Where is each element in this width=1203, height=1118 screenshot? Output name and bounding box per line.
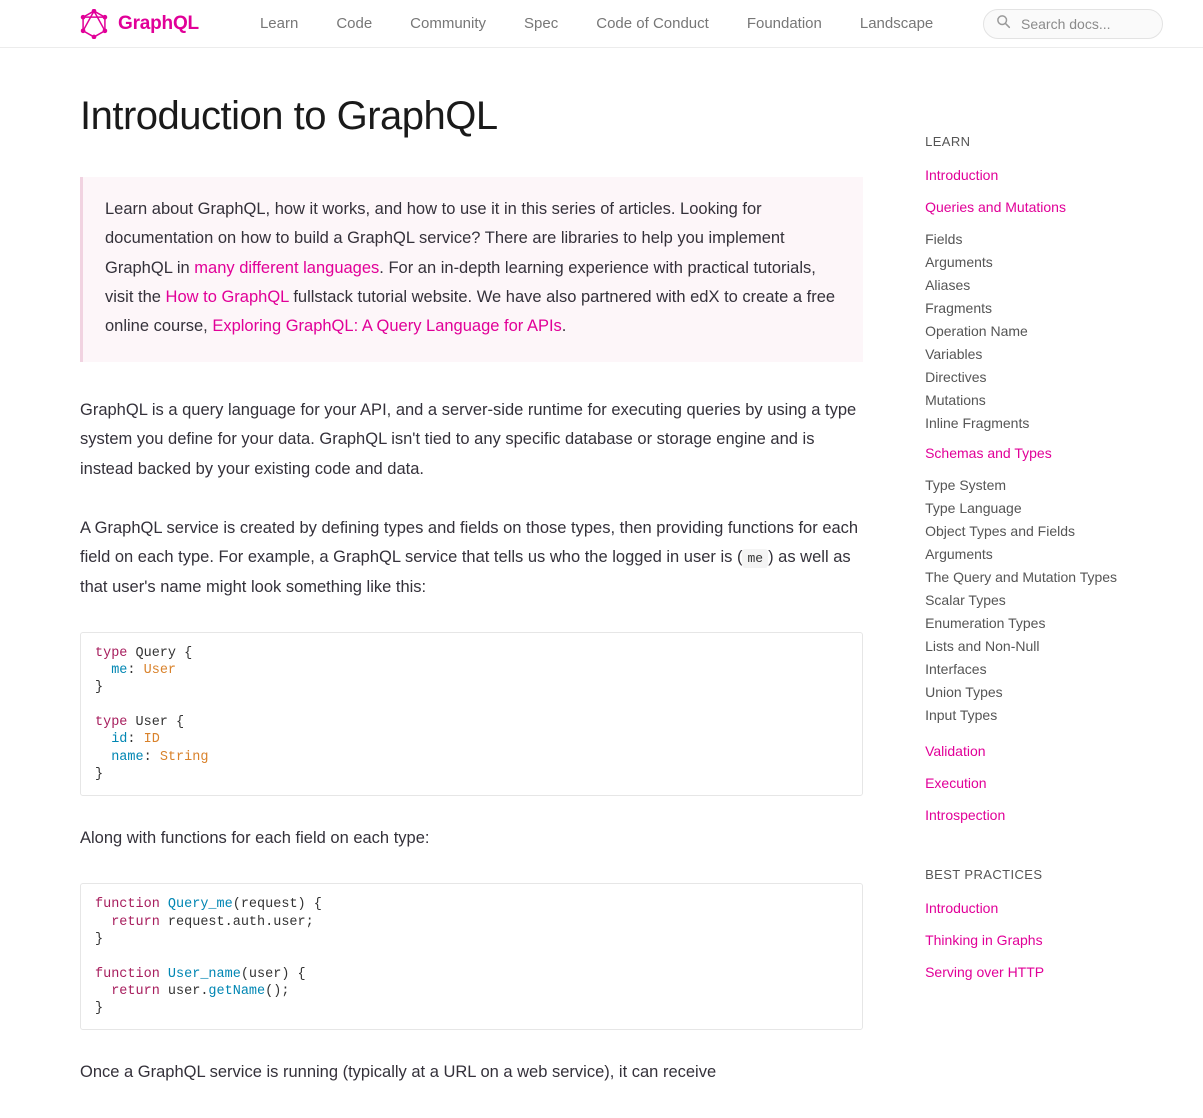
sidebar-item-execution[interactable]: Execution [925,775,987,791]
sidebar-subitem-variables[interactable]: Variables [925,346,983,362]
code2-l5-name: User_name [159,966,241,982]
site-header [0,0,1203,48]
sidebar-subitem-input-types[interactable]: Input Types [925,707,998,723]
callout-text-4: . [561,317,567,336]
code2-l5-rest: (user) { [240,966,306,982]
code2-l1-name: Query_me [159,897,233,913]
code2-l6-rest: user. [159,983,209,999]
sidebar-subitem-fragments[interactable]: Fragments [925,300,993,316]
nav-item-code[interactable]: Code [336,15,373,32]
nav-item-community[interactable]: Community [410,15,487,32]
code1-l3: } [95,680,104,696]
callout-text-2: . For an in-depth learning experience with practical tutorials, visit the [105,258,816,307]
paragraph-2-part-a: A GraphQL service is created by defining types and fields on those types, then providing functions for each field on each type. For example, a GraphQL service that tells us who the logged in user is ( [80,518,859,567]
sidebar-subitem-query-and-mutation-types[interactable]: The Query and Mutation Types [925,569,1118,585]
nav-item-spec[interactable]: Spec [524,15,559,32]
intro-callout [80,177,863,362]
callout-text-3: fullstack tutorial website. We have also partnered with edX to create a free online course, [105,288,836,336]
docs-sidebar [925,48,1163,1118]
sidebar-subitem-arguments[interactable]: Arguments [925,254,993,270]
page-body [0,48,1203,1118]
code1-l8: } [95,766,104,782]
code1-l7-type: String [151,749,209,765]
sidebar-subgroup-schemas [925,477,1163,723]
sidebar-subitem-operation-name[interactable]: Operation Name [925,323,1028,339]
code2-l7: } [95,1001,104,1017]
sidebar-item-validation[interactable]: Validation [925,743,986,759]
sidebar-subitem-mutations[interactable]: Mutations [925,392,986,408]
code-block-resolvers [80,883,863,1030]
sidebar-subitem-enumeration-types[interactable]: Enumeration Types [925,615,1046,631]
sidebar-item-serving-over-http[interactable]: Serving over HTTP [925,964,1045,980]
code1-l7-field: name [95,749,144,765]
article-content [80,48,863,1118]
code1-l1-name: Query [127,645,177,661]
graphql-logo-icon [80,9,108,39]
sidebar-subitem-lists-and-non-null[interactable]: Lists and Non-Null [925,638,1040,654]
paragraph-1: GraphQL is a query language for your API, and a server-side runtime for executing queries by using a type system you define for your data. GraphQL isn't tied to any specific database or storage engine and is instead backed by your existing code and data. [80,400,857,478]
code2-l6-keyword: return [95,983,160,999]
callout-text [105,195,841,342]
code2-l2-keyword: return [95,914,160,930]
sidebar-subitem-aliases[interactable]: Aliases [925,277,971,293]
brand-home-link[interactable] [80,9,199,39]
code1-l5-rest: { [167,715,185,731]
code1-l1-rest: { [176,645,193,661]
nav-item-landscape[interactable]: Landscape [859,15,934,32]
inline-code-me: me [742,549,768,568]
nav-item-learn[interactable]: Learn [259,15,299,32]
sidebar-subitem-scalar-types[interactable]: Scalar Types [925,592,1006,608]
page-title: Introduction to GraphQL [80,94,498,138]
callout-text-1: Learn about GraphQL, how it works, and how to use it in this series of articles. Looking for documentation on how to build a GraphQL service? There are libraries to help you implement GraphQL in [105,200,785,277]
code2-l2-rest: request.auth.user; [159,914,314,930]
brand-name: GraphQL [118,12,199,34]
paragraph-2 [80,514,863,602]
paragraph-4: Once a GraphQL service is running (typically at a URL on a web service), it can receive [80,1063,717,1082]
search-input[interactable] [1019,15,1150,33]
sidebar-subitem-arguments-schema[interactable]: Arguments [925,546,993,562]
code-block-schema [80,632,863,796]
sidebar-subitem-union-types[interactable]: Union Types [925,684,1003,700]
sidebar-heading-learn: LEARN [925,134,971,149]
code2-l1-keyword: function [95,897,160,913]
sidebar-subitem-interfaces[interactable]: Interfaces [925,661,987,677]
code2-l6-method: getName [208,983,266,999]
sidebar-item-introspection[interactable]: Introspection [925,807,1006,823]
code1-l2-type: User [135,663,177,679]
code2-l5-keyword: function [95,966,160,982]
search-container [983,9,1163,39]
code1-l7-colon: : [143,749,152,765]
code1-l1-keyword: type [95,645,128,661]
code2-l6-tail: (); [265,983,290,999]
sidebar-subitem-type-language[interactable]: Type Language [925,500,1022,516]
search-icon [996,14,1011,34]
code1-l2-colon: : [127,663,136,679]
code1-l6-colon: : [127,732,136,748]
sidebar-subitem-inline-fragments[interactable]: Inline Fragments [925,415,1030,431]
main-nav [241,9,952,38]
paragraph-3: Along with functions for each field on each type: [80,829,430,848]
sidebar-item-schemas-and-types[interactable]: Schemas and Types [925,445,1052,461]
code1-l6-type: ID [135,732,160,748]
code1-l5-name: User [127,715,168,731]
sidebar-subitem-directives[interactable]: Directives [925,369,987,385]
code1-l5-keyword: type [95,715,128,731]
sidebar-subitem-fields[interactable]: Fields [925,231,963,247]
sidebar-heading-best-practices: BEST PRACTICES [925,867,1043,882]
code1-l6-field: id [95,732,128,748]
code2-l3: } [95,931,104,947]
link-how-to-graphql[interactable]: How to GraphQL [165,288,289,307]
nav-item-foundation[interactable]: Foundation [746,15,822,32]
link-many-different-languages[interactable]: many different languages [194,258,380,277]
sidebar-subitem-type-system[interactable]: Type System [925,477,1007,493]
sidebar-item-introduction[interactable]: Introduction [925,167,999,183]
code2-l1-rest: (request) { [232,897,322,913]
sidebar-item-thinking-in-graphs[interactable]: Thinking in Graphs [925,932,1043,948]
sidebar-item-bp-introduction[interactable]: Introduction [925,900,999,916]
paragraph-2-part-b: ) as well as that user's name might look something like this: [80,548,851,596]
link-exploring-graphql-course[interactable]: Exploring GraphQL: A Query Language for APIs [212,317,562,336]
sidebar-subitem-object-types-and-fields[interactable]: Object Types and Fields [925,523,1076,539]
code1-l2-field: me [95,663,128,679]
sidebar-item-queries-and-mutations[interactable]: Queries and Mutations [925,199,1066,215]
nav-item-code-of-conduct[interactable]: Code of Conduct [596,15,709,32]
sidebar-subgroup-queries [925,231,1163,431]
search-box[interactable] [983,9,1163,39]
